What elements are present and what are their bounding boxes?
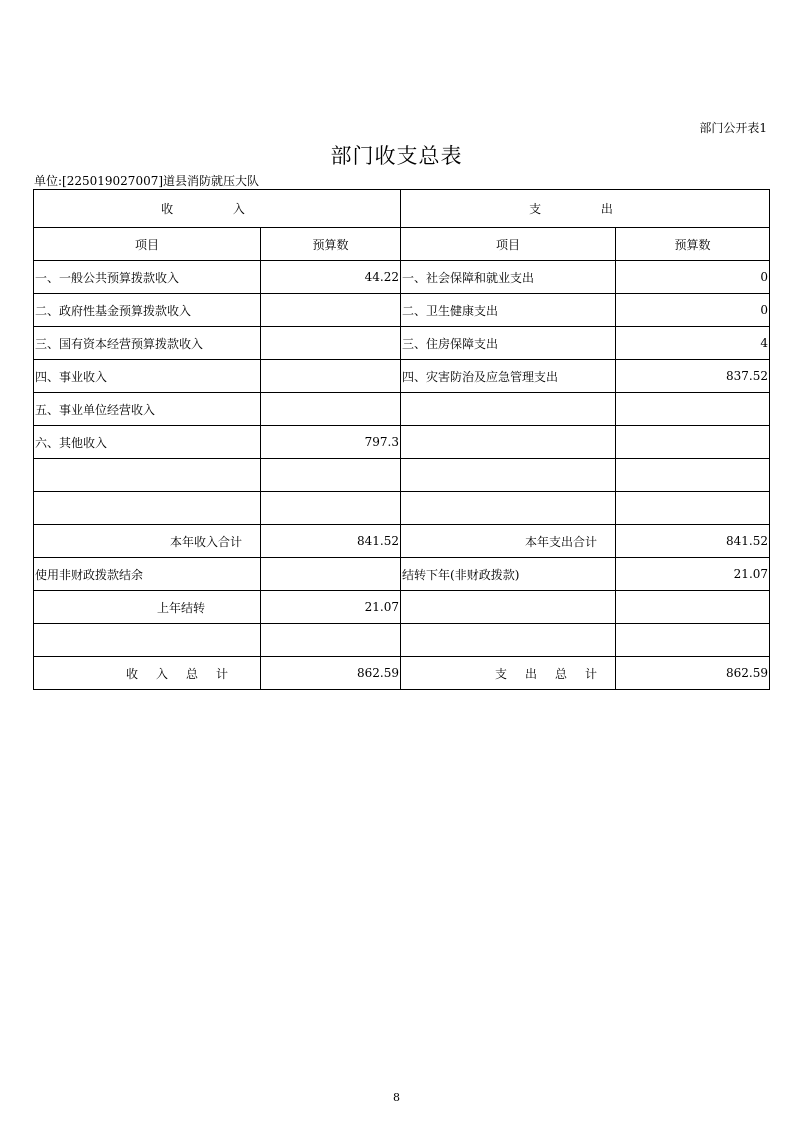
income-value — [261, 492, 401, 525]
table-number: 部门公开表1 — [699, 121, 767, 135]
income-item: 四、事业收入 — [34, 360, 261, 393]
expense-item — [401, 492, 616, 525]
income-item — [34, 624, 261, 657]
expense-value: 0 — [616, 294, 770, 327]
expense-total-value: 862.59 — [616, 657, 770, 690]
table-row — [34, 294, 770, 327]
table-row — [34, 393, 770, 426]
income-budget-header: 预算数 — [261, 228, 401, 261]
table-row — [34, 327, 770, 360]
income-value: 44.22 — [261, 261, 401, 294]
income-balance-label: 使用非财政拨款结余 — [34, 558, 261, 591]
income-total-value: 862.59 — [261, 657, 401, 690]
income-item: 六、其他收入 — [34, 426, 261, 459]
income-item: 二、政府性基金预算拨款收入 — [34, 294, 261, 327]
expense-value — [616, 591, 770, 624]
income-item: 一、一般公共预算拨款收入 — [34, 261, 261, 294]
income-value — [261, 624, 401, 657]
expense-value — [616, 459, 770, 492]
table-row — [34, 624, 770, 657]
expense-value — [616, 624, 770, 657]
balance-row — [34, 558, 770, 591]
budget-table — [33, 189, 770, 690]
carry-row — [34, 591, 770, 624]
table-row — [34, 261, 770, 294]
expense-value — [616, 393, 770, 426]
column-header-row — [34, 228, 770, 261]
income-item — [34, 492, 261, 525]
expense-budget-header: 预算数 — [616, 228, 770, 261]
expense-balance-label: 结转下年(非财政拨款) — [401, 558, 616, 591]
income-section-header: 收 入 — [34, 190, 401, 228]
expense-item — [401, 591, 616, 624]
income-value — [261, 360, 401, 393]
total-row — [34, 657, 770, 690]
income-value — [261, 294, 401, 327]
carry-label: 上年结转 — [34, 591, 261, 624]
income-subtotal-label: 本年收入合计 — [34, 525, 261, 558]
unit-label: 单位:[225019027007]道县消防就压大队 — [34, 174, 260, 188]
expense-item — [401, 393, 616, 426]
expense-item — [401, 624, 616, 657]
expense-item: 一、社会保障和就业支出 — [401, 261, 616, 294]
expense-item-header: 项目 — [401, 228, 616, 261]
expense-value: 0 — [616, 261, 770, 294]
income-subtotal-value: 841.52 — [261, 525, 401, 558]
expense-value: 837.52 — [616, 360, 770, 393]
expense-item: 四、灾害防治及应急管理支出 — [401, 360, 616, 393]
expense-item — [401, 426, 616, 459]
table-row — [34, 459, 770, 492]
expense-value — [616, 492, 770, 525]
income-item — [34, 459, 261, 492]
expense-total-label: 支出总计 — [401, 657, 616, 690]
income-balance-value — [261, 558, 401, 591]
income-item: 三、国有资本经营预算拨款收入 — [34, 327, 261, 360]
expense-item — [401, 459, 616, 492]
expense-subtotal-value: 841.52 — [616, 525, 770, 558]
page-number: 8 — [393, 1091, 400, 1104]
section-header-row — [34, 190, 770, 228]
expense-subtotal-label: 本年支出合计 — [401, 525, 616, 558]
table-row — [34, 360, 770, 393]
expense-balance-value: 21.07 — [616, 558, 770, 591]
income-total-label: 收入总计 — [34, 657, 261, 690]
income-value — [261, 459, 401, 492]
income-item-header: 项目 — [34, 228, 261, 261]
income-value: 797.3 — [261, 426, 401, 459]
expense-item: 二、卫生健康支出 — [401, 294, 616, 327]
table-row — [34, 492, 770, 525]
carry-value: 21.07 — [261, 591, 401, 624]
expense-section-header: 支 出 — [401, 190, 770, 228]
subtotal-row — [34, 525, 770, 558]
document-title: 部门收支总表 — [330, 144, 463, 168]
income-item: 五、事业单位经营收入 — [34, 393, 261, 426]
expense-item: 三、住房保障支出 — [401, 327, 616, 360]
income-value — [261, 393, 401, 426]
expense-value: 4 — [616, 327, 770, 360]
expense-value — [616, 426, 770, 459]
income-value — [261, 327, 401, 360]
table-row — [34, 426, 770, 459]
